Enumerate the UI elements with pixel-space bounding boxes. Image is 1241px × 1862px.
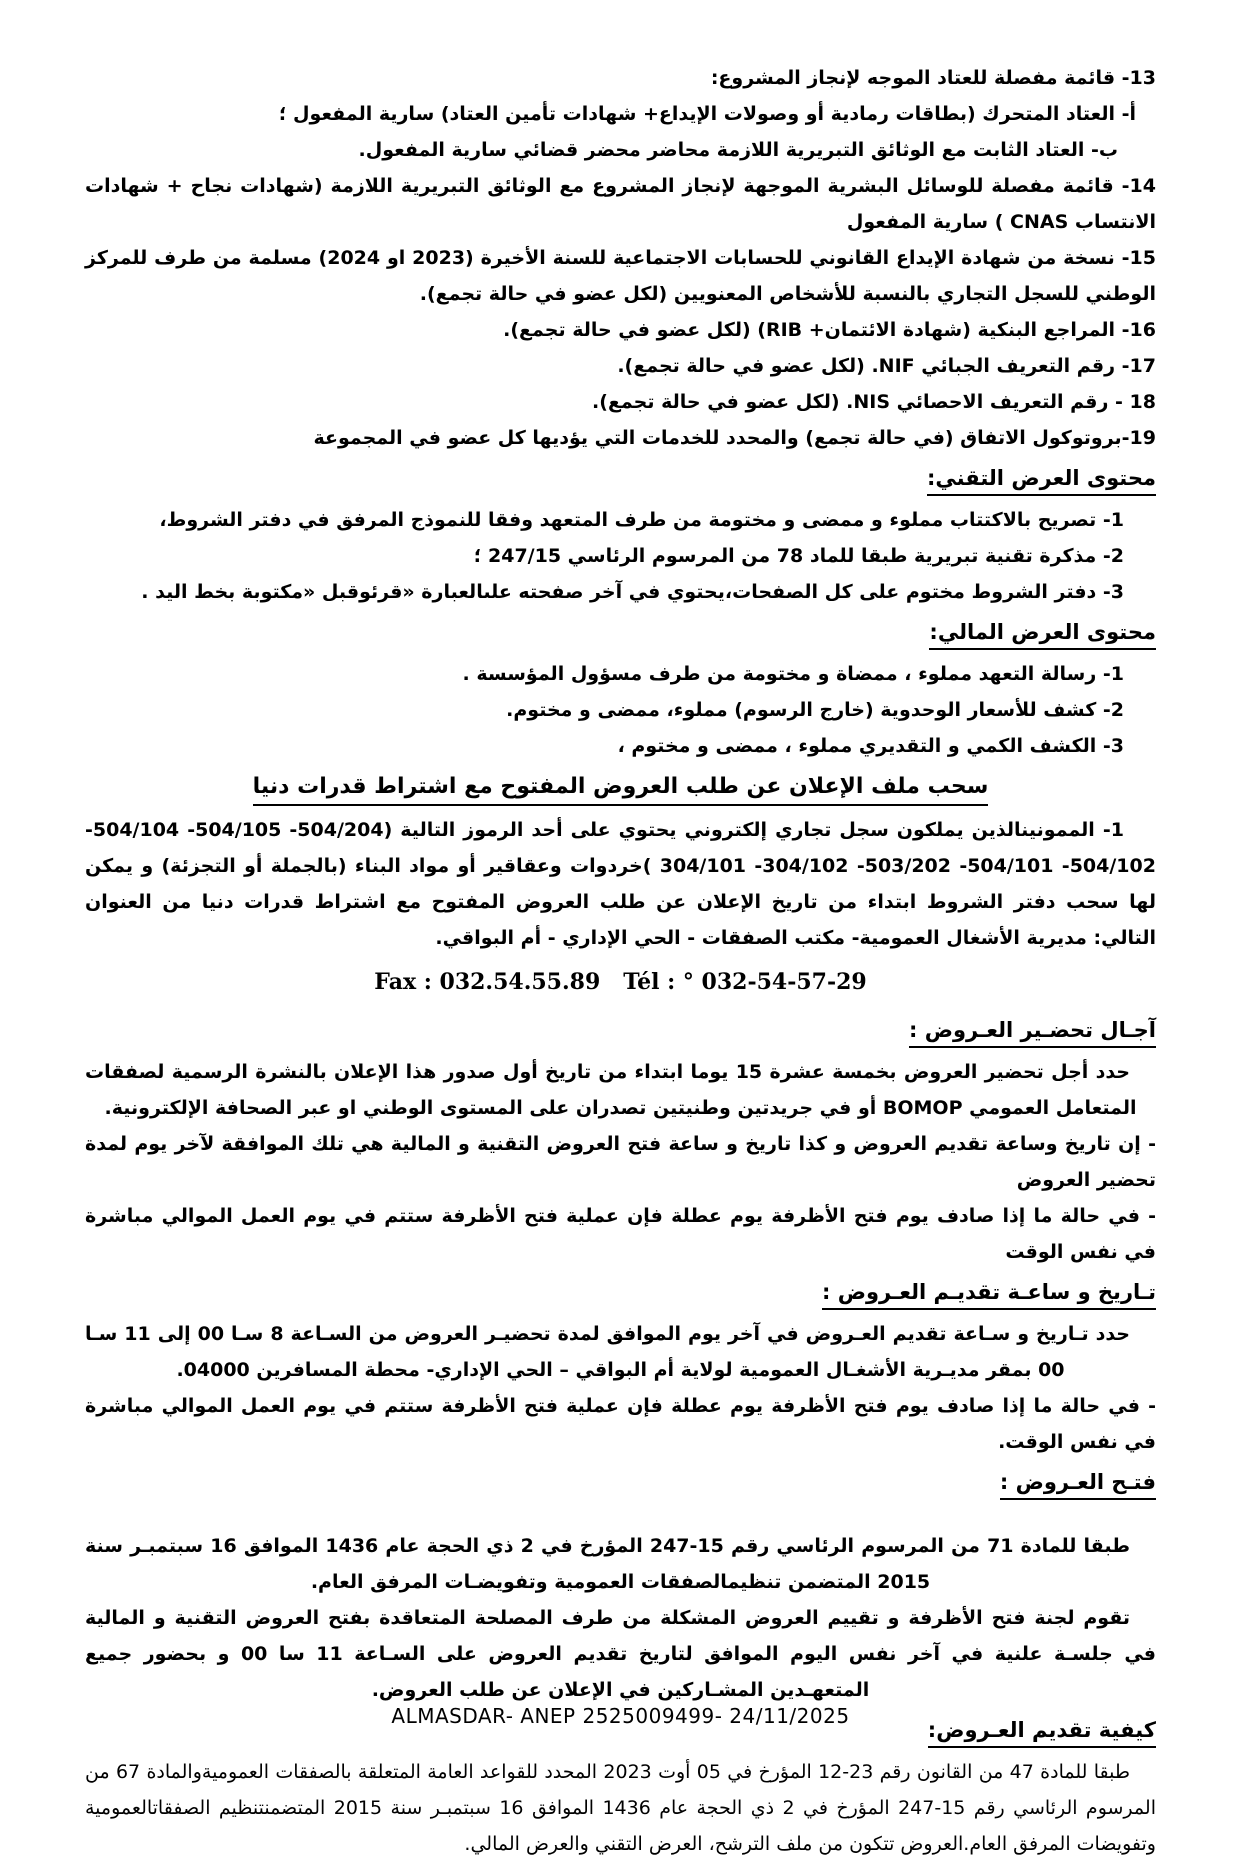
numbered-item: 1- الممونينالذين يملكون سجل تجاري إلكتروني يحتوي على أحد الرموز التالية (504/204- 504/105- 504/104- 504/102- 504/101- 503/202- 304/102- 304/101 )خردوات وعقاقير أو مواد البناء (بالجملة أو التجزئة) و يمكن لها سحب دفتر الشروط ابتداء من تاريخ الإعلان عن طلب العروض المفتوح مع اشتراط قدرات دنيا من العنوان التالي: مديرية الأشغال العمومية- مكتب الصفقات - الحي الإداري - أم البواقي. <box>85 819 1156 949</box>
paragraph: طبقا للمادة 71 من المرسوم الرئاسي رقم 15-247 المؤرخ في 2 ذي الحجة عام 1436 الموافق 16 سبتمبـر سنة 2015 المتضمن تنظيمالصفقات العمومية وتفويضـات المرفق العام. <box>85 1535 1131 1593</box>
list-item: 13- قائمة مفصلة للعتاد الموجه لإنجاز المشروع: <box>710 67 1156 89</box>
heading-text: آجـال تحضـير العـروض : <box>909 1016 1156 1048</box>
section-heading <box>85 458 1156 498</box>
paragraph: حدد أجل تحضير العروض بخمسة عشرة 15 يوما ابتداء من تاريخ أول صدور هذا الإعلان بالنشرة الرسمية لصفقات المتعامل العمومي BOMOP أو في جريدتين وطنيتين تصدران على المستوى الوطني او عبر الصحافة الإلكترونية. <box>85 1061 1137 1119</box>
section-heading <box>85 1462 1156 1502</box>
paragraph: طبقا للمادة 47 من القانون رقم 23-12 المؤرخ في 05 أوت 2023 المحدد للقواعد العامة المتعلقة بالصفقات العموميةوالمادة 67 من المرسوم الرئاسي رقم 15-247 المؤرخ في 2 ذي الحجة عام 1436 الموافق 16 سبتمبـر سنة 2015 المتضمنتنظيم الصفقاتالعمومية وتفويضات المرفق العام.العروض تتكون من ملف الترشح، العرض التقني والعرض المالي. <box>85 1761 1156 1855</box>
heading-text: سحب ملف الإعلان عن طلب العروض المفتوح مع اشتراط قدرات دنيا <box>253 772 989 806</box>
section-heading <box>85 1010 1156 1050</box>
heading-text: فتـح العـروض : <box>1000 1468 1156 1500</box>
numbered-item: 2- مذكرة تقنية تبريرية طبقا للماد 78 من المرسوم الرئاسي 247/15 ؛ <box>473 545 1124 567</box>
list-subitem: أ- العتاد المتحرك (بطاقات رمادية أو وصولات الإيداع+ شهادات تأمين العتاد) سارية المفعول ؛ <box>278 103 1136 125</box>
heading-text: محتوى العرض التقني: <box>927 464 1156 496</box>
fax-tel-line: Fax : 032.54.55.89 Tél : ° 032-54-57-29 <box>374 969 867 995</box>
withdrawal-heading <box>85 766 1156 808</box>
numbered-item: 3- دفتر الشروط مختوم على كل الصفحات،يحتوي في آخر صفحته علىالعبارة «قرئوقبل «مكتوبة بخط اليد . <box>141 581 1124 603</box>
paragraph: حدد تـاريخ و سـاعة تقديم العـروض في آخر يوم الموافق لمدة تحضيـر العروض من السـاعة 8 سـا 00 إلى 11 سـا 00 بمقر مديـرية الأشغـال العمومية لولاية أم البواقي – الحي الإداري- محطة المسافرين 04000. <box>85 1323 1130 1381</box>
heading-text: تـاريخ و ساعـة تقديـم العـروض : <box>822 1278 1156 1310</box>
numbered-item: 2- كشف للأسعار الوحدوية (خارج الرسوم) مملوء، ممضى و مختوم. <box>506 699 1124 721</box>
list-item: 19-بروتوكول الاتفاق (في حالة تجمع) والمحدد للخدمات التي يؤديها كل عضو في المجموعة <box>313 427 1156 449</box>
numbered-item: 3- الكشف الكمي و التقديري مملوء ، ممضى و مختوم ، <box>617 735 1124 757</box>
list-item: 15- نسخة من شهادة الإيداع القانوني للحسابات الاجتماعية للسنة الأخيرة (2023 او 2024) مسلمة من طرف للمركز الوطني للسجل التجاري بالنسبة للأشخاص المعنويين (لكل عضو في حالة تجمع). <box>85 247 1156 305</box>
section-heading <box>85 612 1156 652</box>
document-content <box>85 60 1156 1862</box>
section-heading <box>85 1272 1156 1312</box>
paragraph: تقوم لجنة فتح الأظرفة و تقييم العروض المشكلة من طرف المصلحة المتعاقدة بفتح العروض التقنية و المالية في جلسـة علنية في آخر نفس اليوم الموافق لتاريخ تقديم العروض على السـاعة 11 سا 00 و بحضور جميع المتعهـدين المشـاركين في الإعلان عن طلب العروض. <box>85 1607 1156 1701</box>
footer-credit: ALMASDAR- ANEP 2525009499- 24/11/2025 <box>391 1704 850 1728</box>
note-line: - في حالة ما إذا صادف يوم فتح الأظرفة يوم عطلة فإن عملية فتح الأظرفة ستتم في يوم العمل الموالي مباشرة في نفس الوقت. <box>85 1395 1156 1453</box>
list-item: 18 - رقم التعريف الاحصائي NIS. (لكل عضو في حالة تجمع). <box>592 391 1156 413</box>
list-item: 17- رقم التعريف الجبائي NIF. (لكل عضو في حالة تجمع). <box>617 355 1156 377</box>
note-line: - في حالة ما إذا صادف يوم فتح الأظرفة يوم عطلة فإن عملية فتح الأظرفة ستتم في يوم العمل الموالي مباشرة في نفس الوقت <box>85 1205 1156 1263</box>
list-item: 14- قائمة مفصلة للوسائل البشرية الموجهة لإنجاز المشروع مع الوثائق التبريرية اللازمة (شهادات نجاح + شهادات الانتساب CNAS ) سارية المفعول <box>85 175 1156 233</box>
list-subitem: ب- العتاد الثابت مع الوثائق التبريرية اللازمة محاضر محضر قضائي سارية المفعول. <box>358 139 1118 161</box>
heading-text: كيفية تقديم العـروض: <box>928 1716 1156 1748</box>
note-line: - إن تاريخ وساعة تقديم العروض و كذا تاريخ و ساعة فتح العروض التقنية و المالية هي تلك الموافقة لآخر يوم لمدة تحضير العروض <box>85 1133 1156 1191</box>
list-item: 16- المراجع البنكية (شهادة الائتمان+ RIB) (لكل عضو في حالة تجمع). <box>503 319 1156 341</box>
heading-text: محتوى العرض المالي: <box>929 618 1156 650</box>
numbered-item: 1- تصريح بالاكتتاب مملوء و ممضى و مختومة من طرف المتعهد وفقا للنموذج المرفق في دفتر الشروط، <box>159 509 1124 531</box>
numbered-item: 1- رسالة التعهد مملوء ، ممضاة و مختومة من طرف مسؤول المؤسسة . <box>462 663 1124 685</box>
